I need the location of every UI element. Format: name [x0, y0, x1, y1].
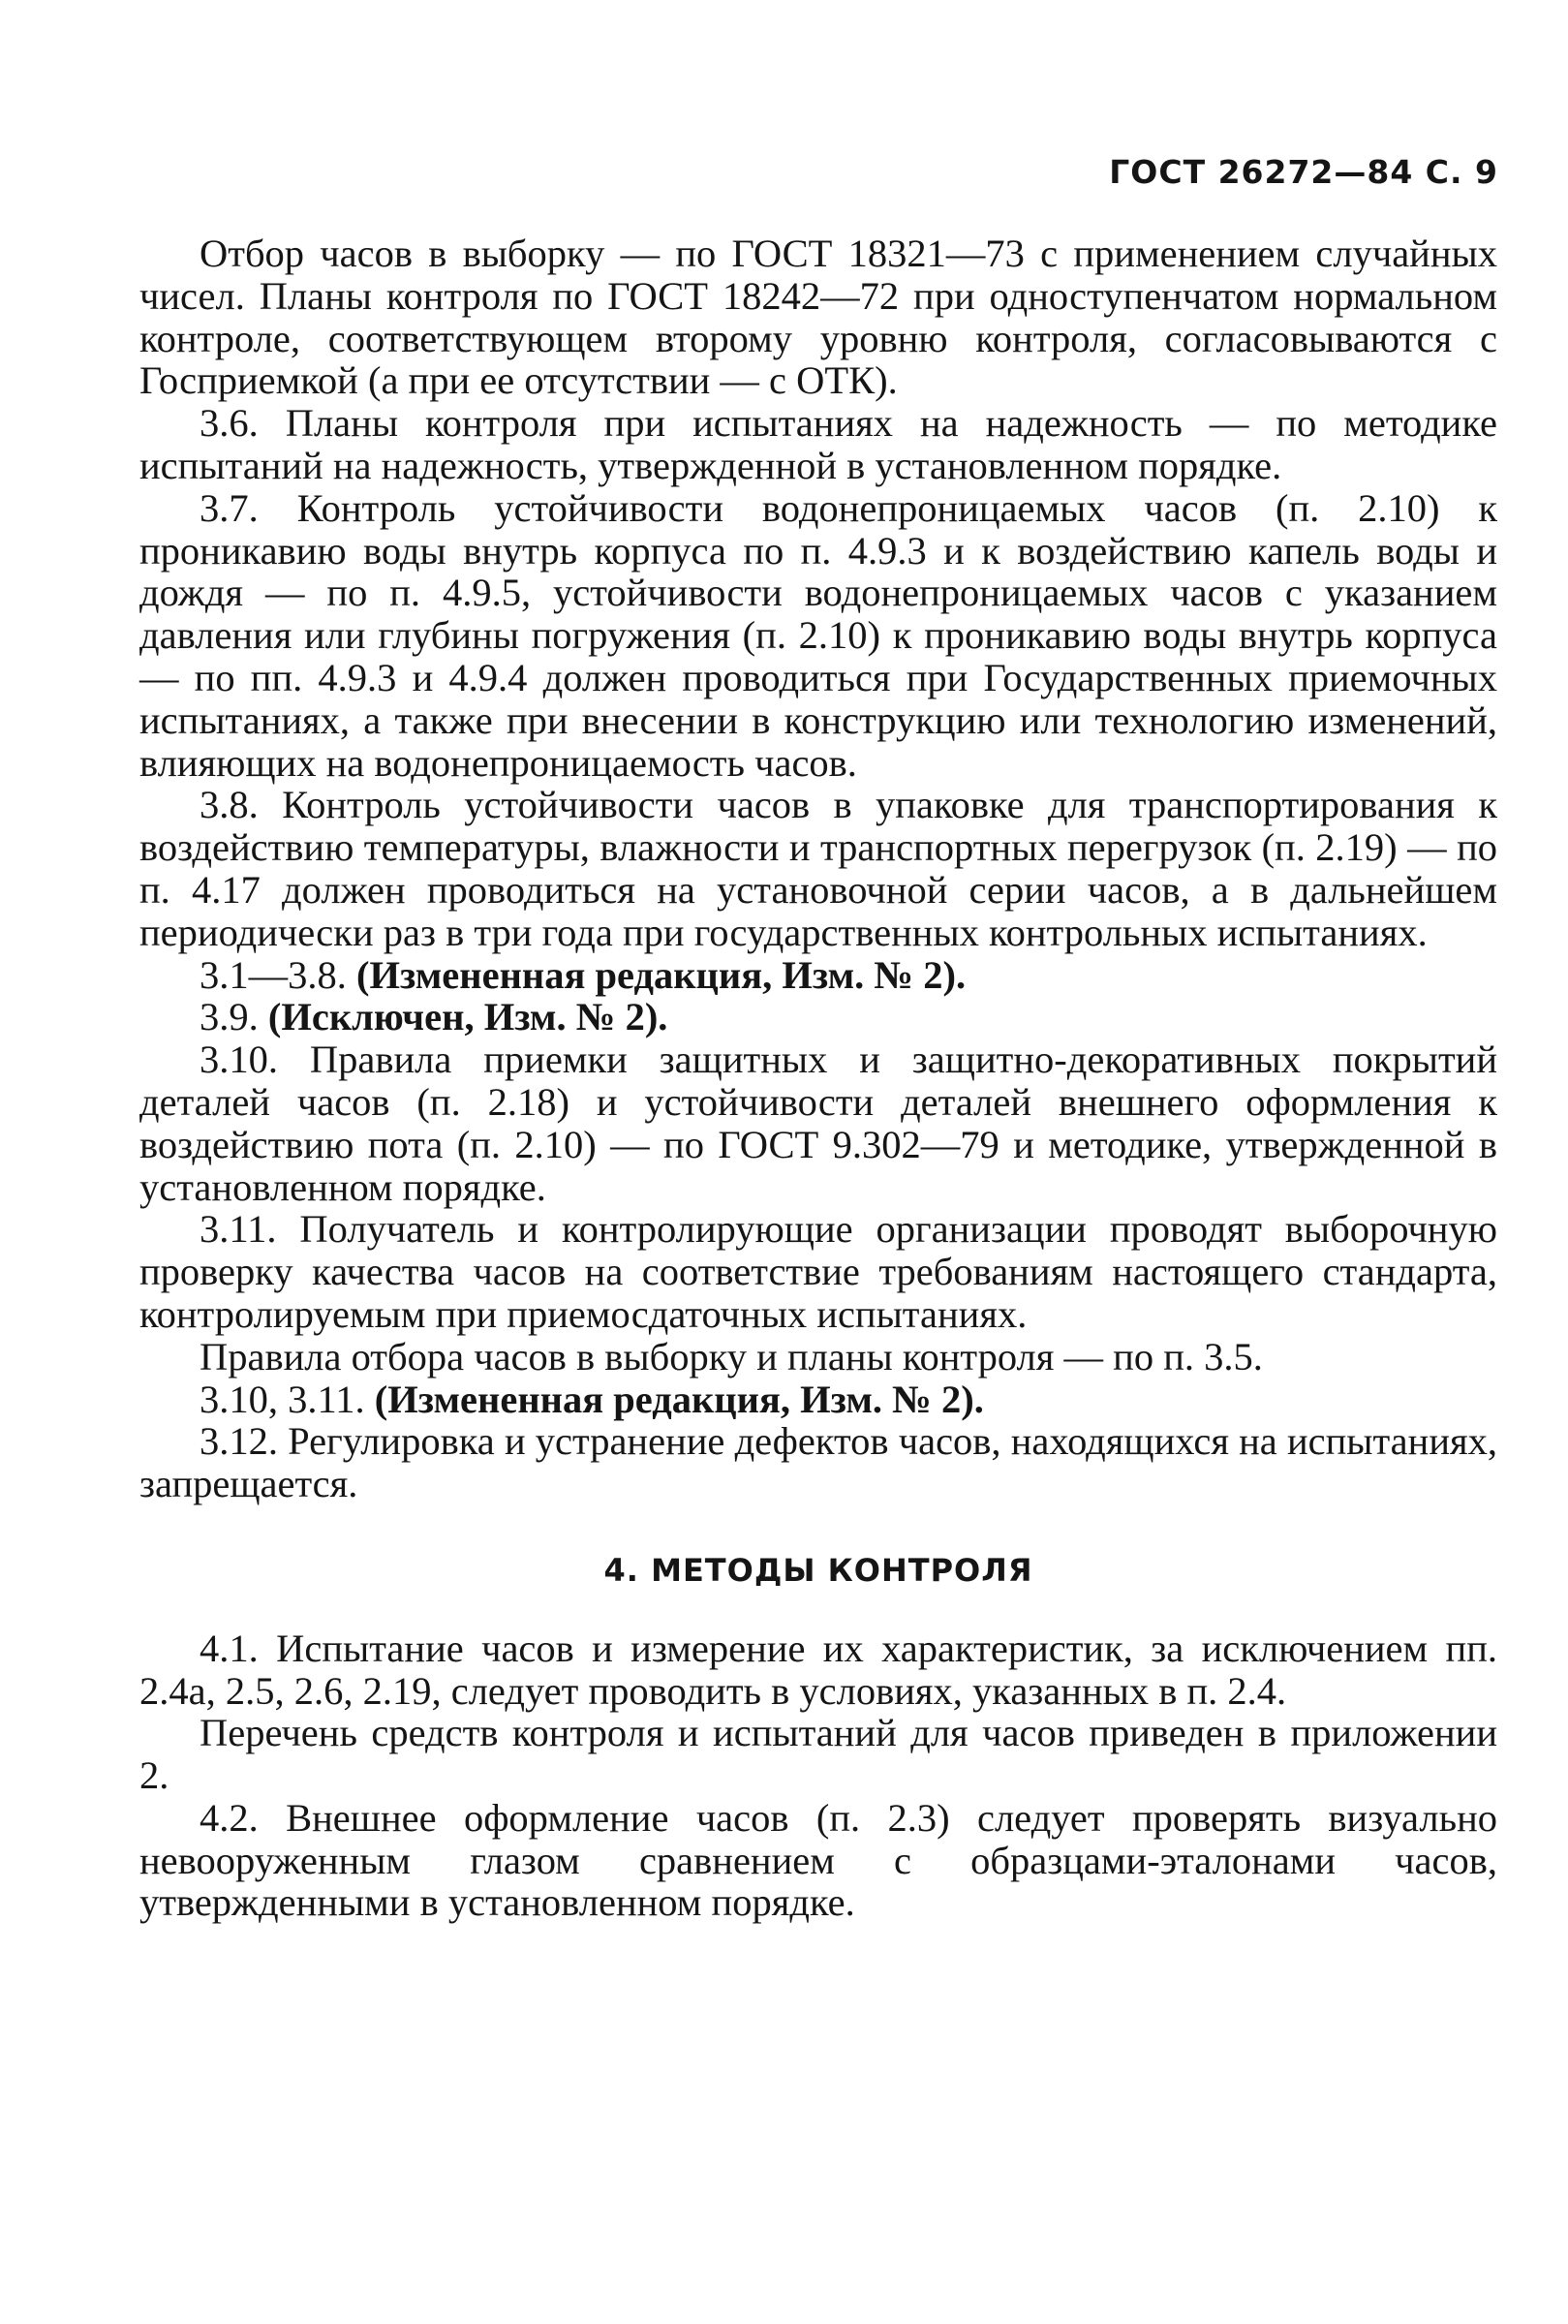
paragraph-3-6: 3.6. Планы контроля при испытаниях на надежность — по методике испытаний на надежность, утвержденной в установленном порядке.	[139, 401, 1497, 487]
paragraph-3-8: 3.8. Контроль устойчивости часов в упаковке для транспортирования к воздействию температуры, влажности и транспортных перегрузок (п. 2.19) — по п. 4.17 должен проводиться на установочной серии часов, а в дальнейшем периодически раз в три года при государственных контрольных испытаниях.	[139, 783, 1497, 954]
amendment-note: (Измененная редакция, Изм. № 2).	[374, 1377, 984, 1421]
paragraph-3-10: 3.10. Правила приемки защитных и защитно-декоративных покрытий деталей часов (п. 2.18) и устойчивости деталей внешнего оформления к воздействию пота (п. 2.10) — по ГОСТ 9.302—79 и методике, утвержденной в установленном порядке.	[139, 1038, 1497, 1209]
paragraph-4-2: 4.2. Внешнее оформление часов (п. 2.3) следует проверять визуально невооруженным глазом сравнением с образцами-эталонами часов, утвержденными в установленном порядке.	[139, 1795, 1497, 1925]
amendment-note: (Исключен, Изм. № 2).	[267, 995, 668, 1039]
paragraph-amendment-3-1-3-8	[139, 954, 1497, 997]
page-header: ГОСТ 26272—84 С. 9	[1109, 153, 1498, 191]
amendment-note: (Измененная редакция, Изм. № 2).	[356, 952, 967, 997]
paragraph-3-11: 3.11. Получатель и контролирующие организации проводят выборочную проверку качества часов на соответствие требованиям настоящего стандарта, контролируемым при приемосдаточных испытаниях.	[139, 1207, 1497, 1336]
amendment-prefix: 3.9.	[200, 995, 268, 1039]
amendment-prefix: 3.10, 3.11.	[200, 1377, 375, 1421]
document-body	[139, 232, 1497, 1924]
amendment-prefix: 3.1—3.8.	[200, 952, 356, 997]
paragraph-3-12: 3.12. Регулировка и устранение дефектов часов, находящихся на испытаниях, запрещается.	[139, 1419, 1497, 1506]
paragraph-amendment-3-10-3-11	[139, 1379, 1497, 1421]
paragraph-3-9	[139, 996, 1497, 1038]
paragraph-control-means: Перечень средств контроля и испытаний для часов приведен в приложении 2.	[139, 1711, 1497, 1798]
paragraph-3-7: 3.7. Контроль устойчивости водонепроницаемых часов (п. 2.10) к проникавию воды внутрь корпуса по п. 4.9.3 и к воздействию капель воды и дождя — по п. 4.9.5, устойчивости водонепроницаемых часов с указанием давления или глубины погружения (п. 2.10) к проникавию воды внутрь корпуса — по пп. 4.9.3 и 4.9.4 должен проводиться при Государственных приемочных испытаниях, а также при внесении в конструкцию или технологию изменений, влияющих на водонепроницаемость часов.	[139, 485, 1497, 785]
paragraph-4-1: 4.1. Испытание часов и измерение их характеристик, за исключением пп. 2.4а, 2.5, 2.6, 2.19, следует проводить в условиях, указанных в п. 2.4.	[139, 1626, 1497, 1713]
paragraph-sampling-rules: Правила отбора часов в выборку и планы контроля — по п. 3.5.	[200, 1334, 1263, 1379]
paragraph-sampling: Отбор часов в выборку — по ГОСТ 18321—73 с применением случайных чисел. Планы контроля по ГОСТ 18242—72 при одноступенчатом нормальном контроле, соответствующем второму уровню контроля, согласовываются с Госприемкой (а при ее отсутствии — с ОТК).	[139, 232, 1497, 403]
section-title: 4. МЕТОДЫ КОНТРОЛЯ	[603, 1551, 1033, 1589]
